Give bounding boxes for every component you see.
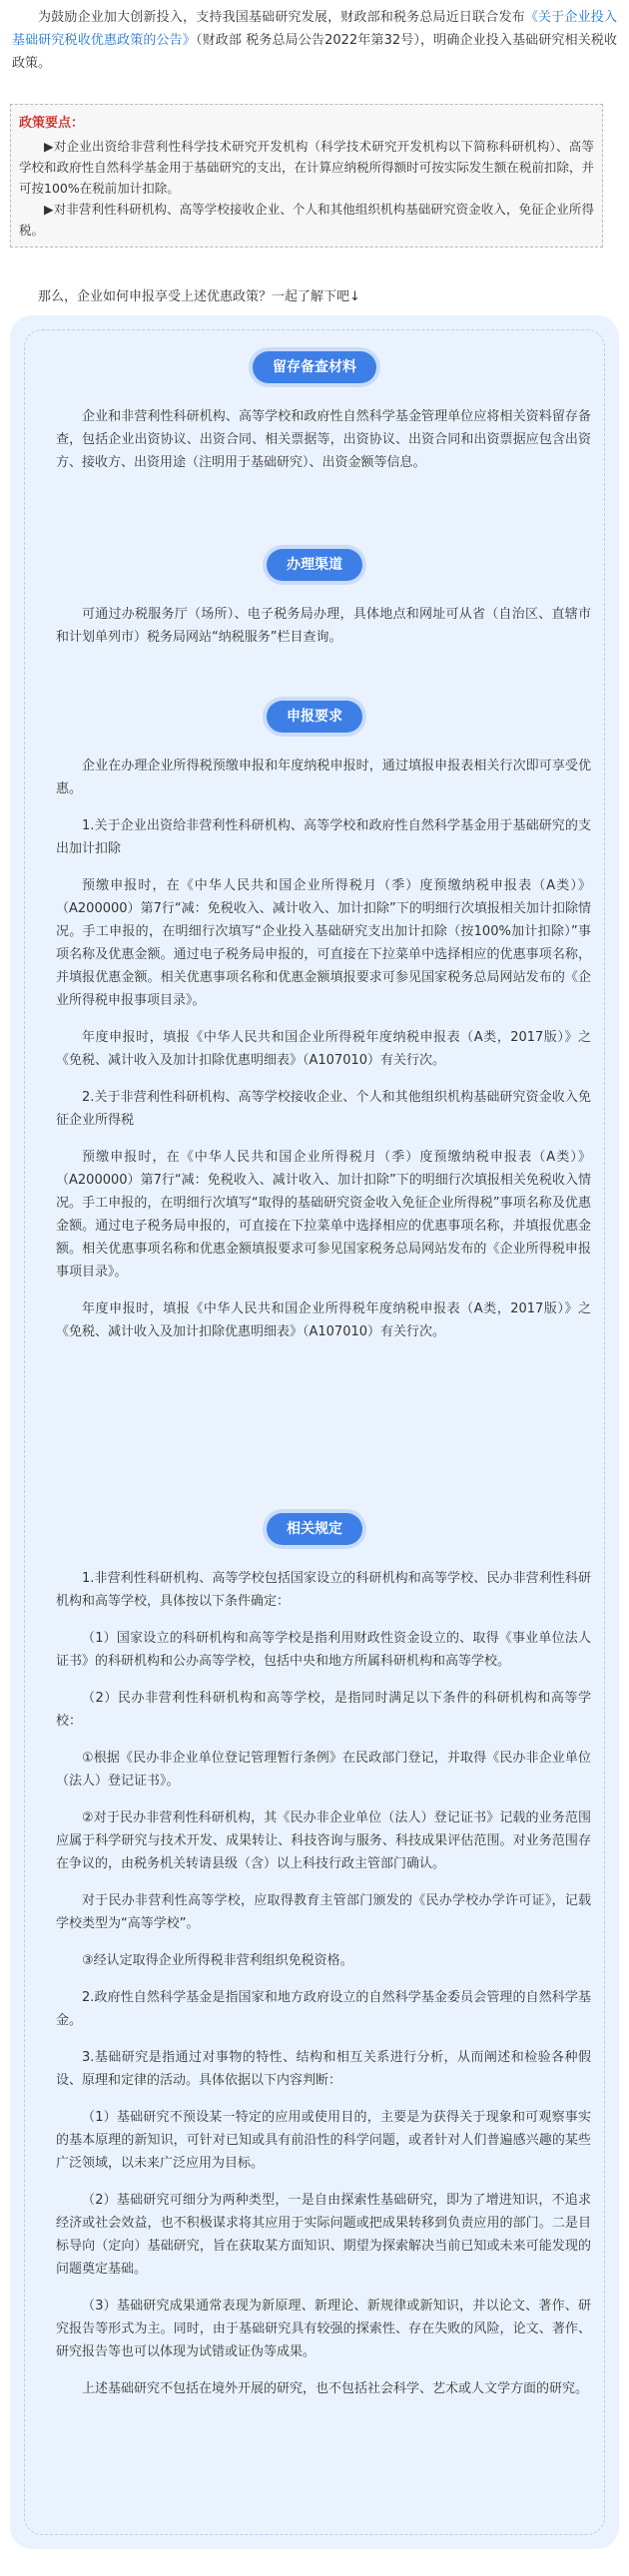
paragraph: 1.关于企业出资给非营利性科研机构、高等学校和政府性自然科学基金用于基础研究的支出加计扣除 [56, 818, 591, 856]
section-title-declare: 申报要求 [267, 701, 362, 733]
guide-panel [10, 315, 619, 2549]
paragraph: ①根据《民办非企业单位登记管理暂行条例》在民政部门登记，并取得《民办非企业单位（法人）登记证书》。 [56, 1751, 591, 1789]
paragraph: 年度申报时，填报《中华人民共和国企业所得税年度纳税申报表（A类，2017版）》之《免税、减计收入及加计扣除优惠明细表》（A107010）有关行次。 [56, 1030, 591, 1068]
policy-points-box [10, 104, 603, 248]
paragraph: 2.政府性自然科学基金是指国家和地方政府设立的自然科学基金委员会管理的自然科学基金。 [56, 1990, 591, 2028]
section-title-channel: 办理渠道 [267, 549, 362, 581]
policy-point: ▶对企业出资给非营利性科学技术研究开发机构（科学技术研究开发机构以下简称科研机构）、高等学校和政府性自然科学基金用于基础研究的支出，在计算应纳税所得额时可按实际发生额在税前扣除，并可按100%在税前加计扣除。 [19, 139, 594, 196]
policy-points-title: 政策要点： [19, 116, 85, 131]
intro-paragraph [12, 6, 617, 75]
paragraph: 3.基础研究是指通过对事物的特性、结构和相互关系进行分析，从而阐述和检验各种假设、原理和定律的活动。具体依据以下内容判断： [56, 2050, 591, 2088]
paragraph: 企业和非营利性科研机构、高等学校和政府性自然科学基金管理单位应将相关资料留存备查，包括企业出资协议、出资合同、相关票据等，出资协议、出资合同和出资票据应包含出资方、接收方、出资用途（注明用于基础研究）、出资金额等信息。 [56, 409, 591, 470]
section-retain-body [56, 405, 591, 474]
section-title-rules: 相关规定 [267, 1513, 362, 1545]
paragraph: 1.非营利性科研机构、高等学校包括国家设立的科研机构和高等学校、民办非营利性科研机构和高等学校，具体按以下条件确定： [56, 1571, 591, 1609]
paragraph: （1）国家设立的科研机构和高等学校是指利用财政性资金设立的、取得《事业单位法人证书》的科研机构和公办高等学校，包括中央和地方所属科研机构和高等学校。 [56, 1631, 591, 1669]
lead-text: 那么，企业如何申报享受上述优惠政策？一起了解下吧↓ [38, 289, 360, 304]
paragraph: （3）基础研究成果通常表现为新原理、新理论、新规律或新知识，并以论文、著作、研究报告等形式为主。同时，由于基础研究具有较强的探索性、存在失败的风险，论文、著作、研究报告等也可以体现为试错或证伪等成果。 [56, 2299, 591, 2359]
section-declare-body [56, 755, 591, 1343]
intro-text-after: （财政部 税务总局公告2022年第32号），明确企业投入基础研究相关税收政策。 [12, 33, 617, 71]
paragraph: 上述基础研究不包括在境外开展的研究，也不包括社会科学、艺术或人文学方面的研究。 [82, 2381, 589, 2396]
section-rules-body [56, 1567, 591, 2400]
paragraph: 企业在办理企业所得税预缴申报和年度纳税申报时，通过填报申报表相关行次即可享受优惠。 [56, 759, 591, 796]
paragraph: （2）基础研究可细分为两种类型，一是自由探索性基础研究，即为了增进知识，不追求经济或社会效益，也不积极谋求将其应用于实际问题或把成果转移到负责应用的部门。二是目标导向（定向）基础研究，旨在获取某方面知识、期望为探索解决当前已知或未来可能发现的问题奠定基础。 [56, 2193, 591, 2277]
paragraph: ③经认定取得企业所得税非营利组织免税资格。 [82, 1953, 353, 1968]
paragraph: 可通过办税服务厅（场所）、电子税务局办理，具体地点和网址可从省（自治区、直辖市和计划单列市）税务局网站“纳税服务”栏目查询。 [56, 607, 591, 645]
paragraph: （2）民办非营利性科研机构和高等学校，是指同时满足以下条件的科研机构和高等学校： [56, 1691, 591, 1729]
paragraph: 预缴申报时，在《中华人民共和国企业所得税月（季）度预缴纳税申报表（A类）》（A200000）第7行“减：免税收入、减计收入、加计扣除”下的明细行次填报相关免税收入情况。手工申报的，在明细行次填写“取得的基础研究资金收入免征企业所得税”事项名称及优惠金额。通过电子税务局申报的，可直接在下拉菜单中选择相应的优惠事项名称，并填报优惠金额。相关优惠事项名称和优惠金额填报要求可参见国家税务总局网站发布的《企业所得税申报事项目录》。 [56, 1150, 591, 1280]
policy-point: ▶对非营利性科研机构、高等学校接收企业、个人和其他组织机构基础研究资金收入，免征企业所得税。 [19, 202, 594, 238]
paragraph: 预缴申报时，在《中华人民共和国企业所得税月（季）度预缴纳税申报表（A类）》（A200000）第7行“减：免税收入、减计收入、加计扣除”下的明细行次填报相关加计扣除情况。手工申报的，在明细行次填写“企业投入基础研究支出加计扣除（按100%加计扣除）”事项名称及优惠金额。通过电子税务局申报的，可直接在下拉菜单中选择相应的优惠事项名称，并填报优惠金额。相关优惠事项名称和优惠金额填报要求可参见国家税务总局网站发布的《企业所得税申报事项目录》。 [56, 878, 591, 1008]
section-channel-body [56, 603, 591, 649]
paragraph: ②对于民办非营利性科研机构，其《民办非企业单位（法人）登记证书》记载的业务范围应属于科学研究与技术开发、成果转让、科技咨询与服务、科技成果评估范围。对业务范围存在争议的，由税务机关转请县级（含）以上科技行政主管部门确认。 [56, 1810, 591, 1871]
intro-text-before: 为鼓励企业加大创新投入，支持我国基础研究发展，财政部和税务总局近日联合发布 [38, 10, 525, 25]
paragraph: 对于民办非营利性高等学校，应取得教育主管部门颁发的《民办学校办学许可证》，记载学校类型为“高等学校”。 [56, 1893, 591, 1931]
paragraph: 2.关于非营利性科研机构、高等学校接收企业、个人和其他组织机构基础研究资金收入免征企业所得税 [56, 1090, 591, 1128]
announcement-link[interactable]: 《关于企业投入基础研究税收优惠政策的公告》 [12, 10, 617, 48]
paragraph: 年度申报时，填报《中华人民共和国企业所得税年度纳税申报表（A类，2017版）》之《免税、减计收入及加计扣除优惠明细表》（A107010）有关行次。 [56, 1301, 591, 1339]
section-title-retain: 留存备查材料 [253, 351, 376, 383]
paragraph: （1）基础研究不预设某一特定的应用或使用目的，主要是为获得关于现象和可观察事实的基本原理的新知识，可针对已知或具有前沿性的科学问题，或者针对人们普遍感兴趣的某些广泛领域，以未来广泛应用为目标。 [56, 2110, 591, 2171]
